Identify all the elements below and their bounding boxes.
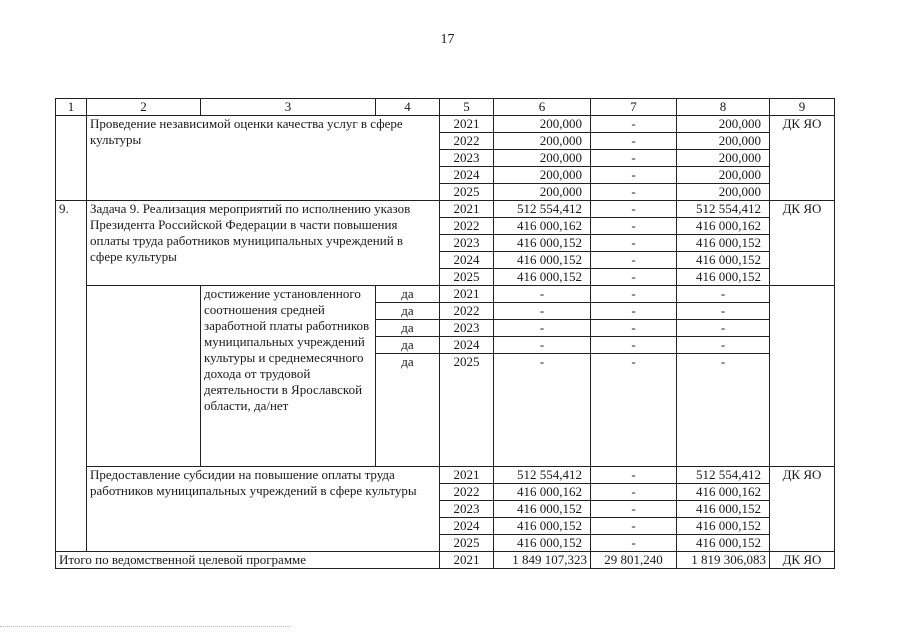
program-table (55, 98, 835, 569)
year-cell: 2022 (440, 133, 494, 150)
year-cell: 2023 (440, 150, 494, 167)
amount-cell: 200,000 (494, 116, 591, 133)
amount-cell: 512 554,412 (677, 201, 770, 218)
footer-divider (0, 626, 290, 627)
amount-cell: 416 000,152 (494, 252, 591, 269)
header-cell: 7 (591, 99, 677, 116)
total-row (56, 552, 835, 569)
year-cell: 2022 (440, 484, 494, 501)
amount-cell: 416 000,152 (677, 235, 770, 252)
total-label: Итого по ведомственной целевой программе (56, 552, 440, 569)
header-cell: 5 (440, 99, 494, 116)
amount-cell: 416 000,162 (494, 484, 591, 501)
amount-cell: - (591, 484, 677, 501)
amount-cell: - (591, 501, 677, 518)
empty-cell (770, 286, 835, 467)
amount-cell: - (494, 320, 591, 337)
activity-description: Предоставление субсидии на повышение оплаты труда работников муниципальных учреждений в сфере культуры (87, 467, 440, 552)
amount-cell: - (677, 303, 770, 320)
year-cell: 2021 (440, 552, 494, 569)
amount-cell: 200,000 (494, 133, 591, 150)
amount-cell: 416 000,152 (494, 535, 591, 552)
header-cell: 8 (677, 99, 770, 116)
agency-cell: ДК ЯО (770, 116, 835, 201)
amount-cell: - (591, 354, 677, 467)
task-description: Задача 9. Реализация мероприятий по исполнению указов Президента Российской Федерации в части повышения оплаты труда работников муниципальных учреждений в сфере культуры (87, 201, 440, 286)
amount-cell: 416 000,152 (494, 518, 591, 535)
year-cell: 2023 (440, 235, 494, 252)
amount-cell: - (591, 201, 677, 218)
year-cell: 2025 (440, 354, 494, 467)
table-row (56, 467, 835, 484)
amount-cell: 416 000,152 (677, 252, 770, 269)
amount-cell: 416 000,162 (677, 484, 770, 501)
amount-cell: 416 000,152 (494, 501, 591, 518)
amount-cell: 512 554,412 (677, 467, 770, 484)
amount-cell: - (677, 286, 770, 303)
amount-cell: 200,000 (494, 184, 591, 201)
amount-cell: - (591, 184, 677, 201)
year-cell: 2024 (440, 252, 494, 269)
activity-description: Проведение независимой оценки качества услуг в сфере культуры (87, 116, 440, 201)
header-cell: 6 (494, 99, 591, 116)
total-amount-cell: 1 849 107,323 (494, 552, 591, 569)
year-cell: 2021 (440, 286, 494, 303)
amount-cell: 200,000 (494, 167, 591, 184)
year-cell: 2021 (440, 201, 494, 218)
amount-cell: 200,000 (494, 150, 591, 167)
table-row (56, 201, 835, 218)
amount-cell: 200,000 (677, 167, 770, 184)
agency-cell: ДК ЯО (770, 467, 835, 552)
header-cell: 9 (770, 99, 835, 116)
row-number-cell: 9. (56, 201, 87, 552)
amount-cell: - (591, 320, 677, 337)
amount-cell: - (494, 354, 591, 467)
amount-cell: 512 554,412 (494, 201, 591, 218)
indicator-value-cell: да (376, 286, 440, 303)
amount-cell: 416 000,152 (677, 501, 770, 518)
year-cell: 2024 (440, 167, 494, 184)
header-cell: 1 (56, 99, 87, 116)
amount-cell: - (677, 354, 770, 467)
agency-cell: ДК ЯО (770, 552, 835, 569)
row-number-cell (56, 116, 87, 201)
amount-cell: - (591, 235, 677, 252)
table-row (56, 116, 835, 133)
amount-cell: - (591, 218, 677, 235)
agency-cell: ДК ЯО (770, 201, 835, 286)
amount-cell: 200,000 (677, 150, 770, 167)
indicator-description: достижение установленного соотношения средней заработной платы работников муниципальных учреждений культуры и среднемесячного дохода от трудовой деятельности в Ярославской области, да/нет (201, 286, 376, 467)
amount-cell: - (591, 150, 677, 167)
amount-cell: 416 000,152 (677, 269, 770, 286)
year-cell: 2024 (440, 337, 494, 354)
year-cell: 2024 (440, 518, 494, 535)
amount-cell: - (591, 303, 677, 320)
header-cell: 3 (201, 99, 376, 116)
amount-cell: 416 000,152 (677, 535, 770, 552)
year-cell: 2022 (440, 218, 494, 235)
year-cell: 2025 (440, 269, 494, 286)
amount-cell: 200,000 (677, 184, 770, 201)
amount-cell: 416 000,152 (494, 235, 591, 252)
amount-cell: - (591, 269, 677, 286)
year-cell: 2021 (440, 467, 494, 484)
indicator-value-cell: да (376, 303, 440, 320)
year-cell: 2025 (440, 184, 494, 201)
year-cell: 2023 (440, 501, 494, 518)
amount-cell: - (677, 337, 770, 354)
amount-cell: - (591, 167, 677, 184)
total-amount-cell: 29 801,240 (591, 552, 677, 569)
total-amount-cell: 1 819 306,083 (677, 552, 770, 569)
year-cell: 2025 (440, 535, 494, 552)
header-cell: 4 (376, 99, 440, 116)
amount-cell: 200,000 (677, 133, 770, 150)
amount-cell: 416 000,152 (677, 518, 770, 535)
amount-cell: - (591, 337, 677, 354)
amount-cell: 416 000,162 (677, 218, 770, 235)
amount-cell: - (591, 535, 677, 552)
amount-cell: - (591, 133, 677, 150)
amount-cell: - (591, 467, 677, 484)
amount-cell: - (591, 518, 677, 535)
amount-cell: - (494, 337, 591, 354)
amount-cell: - (494, 286, 591, 303)
amount-cell: - (591, 286, 677, 303)
indicator-value-cell: да (376, 354, 440, 467)
amount-cell: - (677, 320, 770, 337)
indicator-value-cell: да (376, 337, 440, 354)
amount-cell: 416 000,152 (494, 269, 591, 286)
amount-cell: - (591, 252, 677, 269)
year-cell: 2023 (440, 320, 494, 337)
amount-cell: - (591, 116, 677, 133)
amount-cell: 200,000 (677, 116, 770, 133)
page-number: 17 (440, 32, 455, 47)
table-row (56, 286, 835, 303)
year-cell: 2022 (440, 303, 494, 320)
header-cell: 2 (87, 99, 201, 116)
amount-cell: - (494, 303, 591, 320)
indicator-value-cell: да (376, 320, 440, 337)
empty-cell (87, 286, 201, 467)
amount-cell: 512 554,412 (494, 467, 591, 484)
amount-cell: 416 000,162 (494, 218, 591, 235)
year-cell: 2021 (440, 116, 494, 133)
table-header-row (56, 99, 835, 116)
